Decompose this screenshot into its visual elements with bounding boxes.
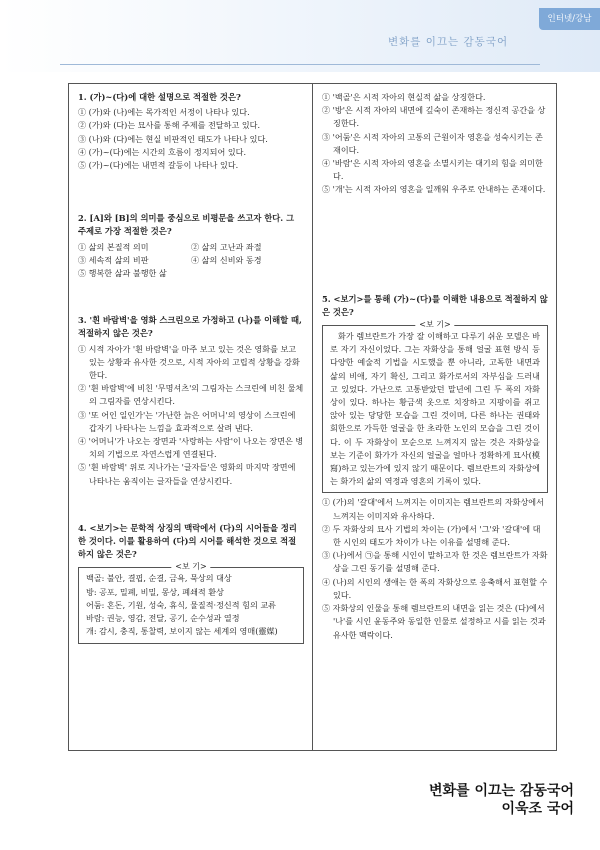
question-2-option: ① 삶의 본질적 의미 xyxy=(78,241,149,252)
bogi-label: <보 기> xyxy=(171,561,210,573)
question-4-bogi-box xyxy=(78,562,304,643)
question-4-option: ④ '바람'은 시적 자아의 영혼을 소멸시키는 대기의 힘을 의미한다. xyxy=(322,158,543,182)
question-5-bogi-box xyxy=(322,320,548,493)
question-4-options xyxy=(322,91,548,197)
question-4-option: ① '백골'은 시적 자아의 현실적 삶을 상징한다. xyxy=(322,92,486,102)
bogi-row: 개: 감시, 충직, 통찰력, 보이지 않는 세계의 영매(靈媒) xyxy=(86,626,278,637)
question-5-option: ② 두 자화상의 묘사 기법의 차이는 (가)에서 '그'와 '갈대'에 대한 시인의 태도가 차이가 나는 이유를 설명해 준다. xyxy=(322,523,541,548)
bogi-label: <보 기> xyxy=(415,319,454,331)
question-1 xyxy=(78,91,304,172)
question-3-option: ⑤ '흰 바람벽' 위로 지나가는 '글자들'은 영화의 마지막 장면에 나타나는 움직이는 글자들을 연상시킨다. xyxy=(78,462,296,486)
question-3 xyxy=(78,314,304,488)
question-2 xyxy=(78,212,304,280)
question-5-option: ① (가)의 '갈대'에서 느껴지는 이미지는 렘브란트의 자화상에서 느껴지는 이미지와 유사하다. xyxy=(322,497,544,521)
footer-line-1: 변화를 이끄는 감동국어 xyxy=(429,783,574,799)
question-2-option: ⑤ 행복한 삶과 불행한 삶 xyxy=(78,268,167,279)
header-band xyxy=(0,0,600,72)
question-3-option: ① 시적 자아가 '흰 바람벽'을 마주 보고 있는 것은 영화를 보고 있는 상황과 유사한 것으로, 시적 자아의 고립적 상황을 강화한다. xyxy=(78,343,300,381)
bogi-row: 백골: 불안, 결핍, 순결, 금욕, 묵상의 대상 xyxy=(86,573,232,584)
header-rule xyxy=(60,64,540,65)
header-title: 변화를 이끄는 감동국어 xyxy=(388,36,509,48)
bogi-row: 어둠: 혼돈, 기원, 성숙, 휴식, 물질적·정신적 힘의 교류 xyxy=(86,599,276,610)
question-5-options xyxy=(322,496,548,641)
question-1-option: ② (가)와 (다)는 묘사를 통해 주제를 전달하고 있다. xyxy=(78,120,261,131)
bogi-row: 바람: 권능, 영감, 전달, 공기, 순수성과 열정 xyxy=(86,613,240,624)
question-5-stem: 5. <보기>를 통해 (가)~(다)를 이해한 내용으로 적절하지 않은 것은? xyxy=(322,293,548,317)
bogi-paragraph: 화가 렘브란트가 가장 잘 이해하고 다루기 쉬운 모델은 바로 자기 자신이었다. 그는 자화상을 통해 얼굴 표현 방식 등 다양한 예술적 기법을 시도했을 뿐 아니라, 고독한 내면과 삶의 비애, 자기 확신, 그리고 화가로서의 자부심을 드러내고 있었다. 가난으로 고통받았던 말년에 그린 두 폭의 자화상이 있다. 하나는 황금색 옷으로 치장하고 지팡이를 쥐고 앉아 있는 당당한 모습을 그린 것이며, 다른 하나는 권태와 회한으로 가득한 얼굴을 한 초라한 노인의 모습을 그린 것이다. 이 두 자화상이 모순으로 느껴지지 않는 것은 자화상을 보는 기준이 화가가 자신의 얼굴을 얼마나 정확하게 묘사(模寫)하고 있는가에 있지 않기 때문이다. 렘브란트의 자화상에는 화가의 삶의 역정과 영혼의 기록이 있다. xyxy=(330,331,540,487)
header-tab: 인터넷/강남 xyxy=(539,8,600,30)
right-column xyxy=(322,91,548,642)
question-1-option: ⑤ (가)~(다)에는 내면적 갈등이 나타나 있다. xyxy=(78,160,239,171)
question-1-option: ④ (가)~(다)에는 시간의 흐름이 정지되어 있다. xyxy=(78,146,247,157)
question-3-option: ④ '어머니'가 나오는 장면과 '사랑하는 사람'이 나오는 장면은 병치의 기법으로 자연스럽게 연결된다. xyxy=(78,436,304,460)
question-5 xyxy=(322,293,548,642)
footer-line-2: 이욱조 국어 xyxy=(501,801,574,817)
question-2-option: ② 삶의 고난과 좌절 xyxy=(191,241,262,252)
question-4-option: ③ '어둠'은 시적 자아의 고통의 근원이자 영혼을 성숙시키는 존재이다. xyxy=(322,131,543,155)
question-3-option: ② '흰 바람벽'에 비친 '무명셔츠'의 그림자는 스크린에 비친 물체의 그림자를 연상시킨다. xyxy=(78,383,304,407)
question-1-stem: 1. (가)~(다)에 대한 설명으로 적절한 것은? xyxy=(78,92,241,102)
question-5-option: ③ (나)에서 ㉠을 통해 시인이 말하고자 한 것은 렘브란트가 자화상을 그린 동기를 설명해 준다. xyxy=(322,550,548,574)
column-divider xyxy=(312,83,313,751)
bogi-row: 방: 공포, 밀폐, 비밀, 몽상, 폐쇄적 환상 xyxy=(86,586,224,597)
question-2-stem: 2. [A]와 [B]의 의미를 중심으로 비평문을 쓰고자 한다. 그 주제로 가장 적절한 것은? xyxy=(78,213,295,237)
question-2-options xyxy=(78,241,304,267)
question-3-option: ③ '또 어인 일인가'는 '가난한 늙은 어머니'의 영상이 스크린에 갑자기 나타나는 느낌을 효과적으로 살려 낸다. xyxy=(78,409,296,433)
question-5-option: ④ (나)의 시인의 생애는 한 폭의 자화상으로 응축해서 표현할 수 있다. xyxy=(322,576,548,600)
question-4-stem: 4. <보기>는 문학적 상징의 맥락에서 (다)의 시어들을 정리한 것이다. 이를 활용하여 (다)의 시어를 해석한 것으로 적절하지 않은 것은? xyxy=(78,522,297,560)
left-column xyxy=(78,91,304,644)
question-2-option: ③ 세속적 삶의 비판 xyxy=(78,254,149,265)
question-1-option: ③ (나)와 (다)에는 현실 비판적인 태도가 나타나 있다. xyxy=(78,133,268,144)
question-3-stem: 3. '흰 바람벽'을 영화 스크린으로 가정하고 (나)를 이해할 때, 적절하지 않은 것은? xyxy=(78,315,302,339)
question-4-option: ② '방'은 시적 자아의 내면에 깊숙이 존재하는 정신적 공간을 상징한다. xyxy=(322,105,546,129)
question-5-option: ⑤ 자화상의 인물을 통해 렘브란트의 내면을 읽는 것은 (다)에서 '나'를 시인 윤동주와 동일한 인물로 설정하고 시를 읽는 것과 유사한 맥락이다. xyxy=(322,603,546,640)
question-1-option: ① (가)와 (나)에는 목가적인 서정이 나타나 있다. xyxy=(78,107,250,118)
question-4 xyxy=(78,522,304,644)
footer-signature xyxy=(394,782,574,818)
question-2-option: ④ 삶의 신비와 동경 xyxy=(191,254,262,265)
question-4-option: ⑤ '개'는 시적 자아의 영혼을 일깨워 우주로 안내하는 존재이다. xyxy=(322,184,546,195)
